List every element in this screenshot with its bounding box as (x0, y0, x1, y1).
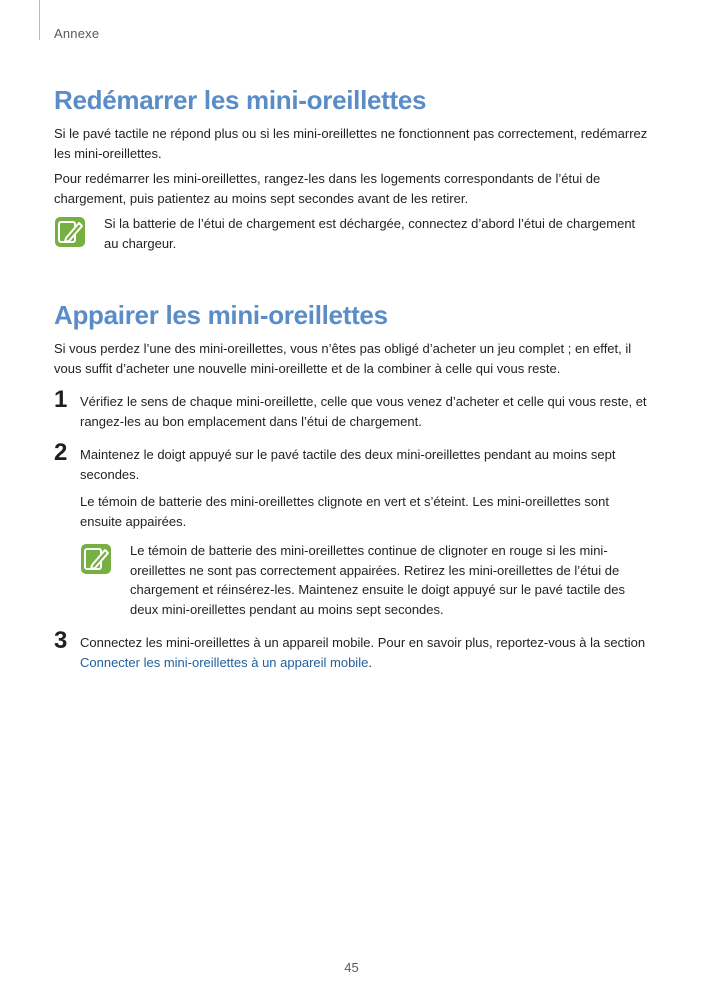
step-text: Maintenez le doigt appuyé sur le pavé tactile des deux mini-oreillettes pendant au moins sept secondes. (80, 447, 616, 482)
step-text-after: . (368, 654, 372, 670)
section-restart (54, 84, 650, 253)
note-text: Si la batterie de l’étui de chargement est déchargée, connectez d’abord l’étui de chargement au chargeur. (104, 216, 636, 251)
note-block (54, 214, 650, 253)
connect-device-link[interactable]: Connecter les mini-oreillettes à un appareil mobile (80, 654, 369, 670)
section-title-restart: Redémarrer les mini-oreillettes (54, 85, 427, 115)
step-subtext: Le témoin de batterie des mini-oreillettes clignote en vert et s’éteint. Les mini-oreillettes sont ensuite appairées. (80, 494, 609, 529)
note-block (80, 541, 650, 619)
pencil-note-icon (54, 216, 86, 248)
margin-rule (39, 0, 40, 40)
page-number: 45 (344, 960, 359, 975)
step-number: 1 (54, 386, 68, 413)
step-text (80, 633, 650, 672)
step-3 (54, 627, 650, 672)
section-pair (54, 299, 650, 672)
step-1 (54, 386, 650, 431)
restart-paragraph-2: Pour redémarrer les mini-oreillettes, rangez-les dans les logements correspondants de l’étui de chargement, puis patientez au moins sept secondes avant de les retirer. (54, 171, 601, 206)
step-2 (54, 439, 650, 619)
page-content (54, 84, 650, 672)
running-header: Annexe (54, 26, 100, 41)
pair-intro: Si vous perdez l’une des mini-oreillettes, vous n’êtes pas obligé d’acheter un jeu complet ; en effet, il vous suffit d’acheter une nouvelle mini-oreillette et de la combiner à celle qui vous reste. (54, 341, 632, 376)
step-text-before: Connectez les mini-oreillettes à un appareil mobile. Pour en savoir plus, reportez-vous à la section (80, 635, 646, 650)
restart-paragraph-1: Si le pavé tactile ne répond plus ou si les mini-oreillettes ne fonctionnent pas correctement, redémarrez les mini-oreillettes. (54, 126, 648, 161)
pencil-note-icon (80, 543, 112, 575)
section-title-pair: Appairer les mini-oreillettes (54, 300, 388, 330)
step-text: Vérifiez le sens de chaque mini-oreillette, celle que vous venez d’acheter et celle qui vous reste, et rangez-les au bon emplacement dans l’étui de chargement. (80, 394, 647, 429)
step-number: 2 (54, 439, 68, 466)
note-text: Le témoin de batterie des mini-oreillettes continue de clignoter en rouge si les mini-oreillettes ne sont pas correctement appairées. Retirez les mini-oreillettes de l’étui de chargement et réinsérez-les. Maintenez ensuite le doigt appuyé sur le pavé tactile des deux mini-oreillettes pendant au moins sept secondes. (130, 543, 626, 617)
step-number: 3 (54, 627, 68, 654)
